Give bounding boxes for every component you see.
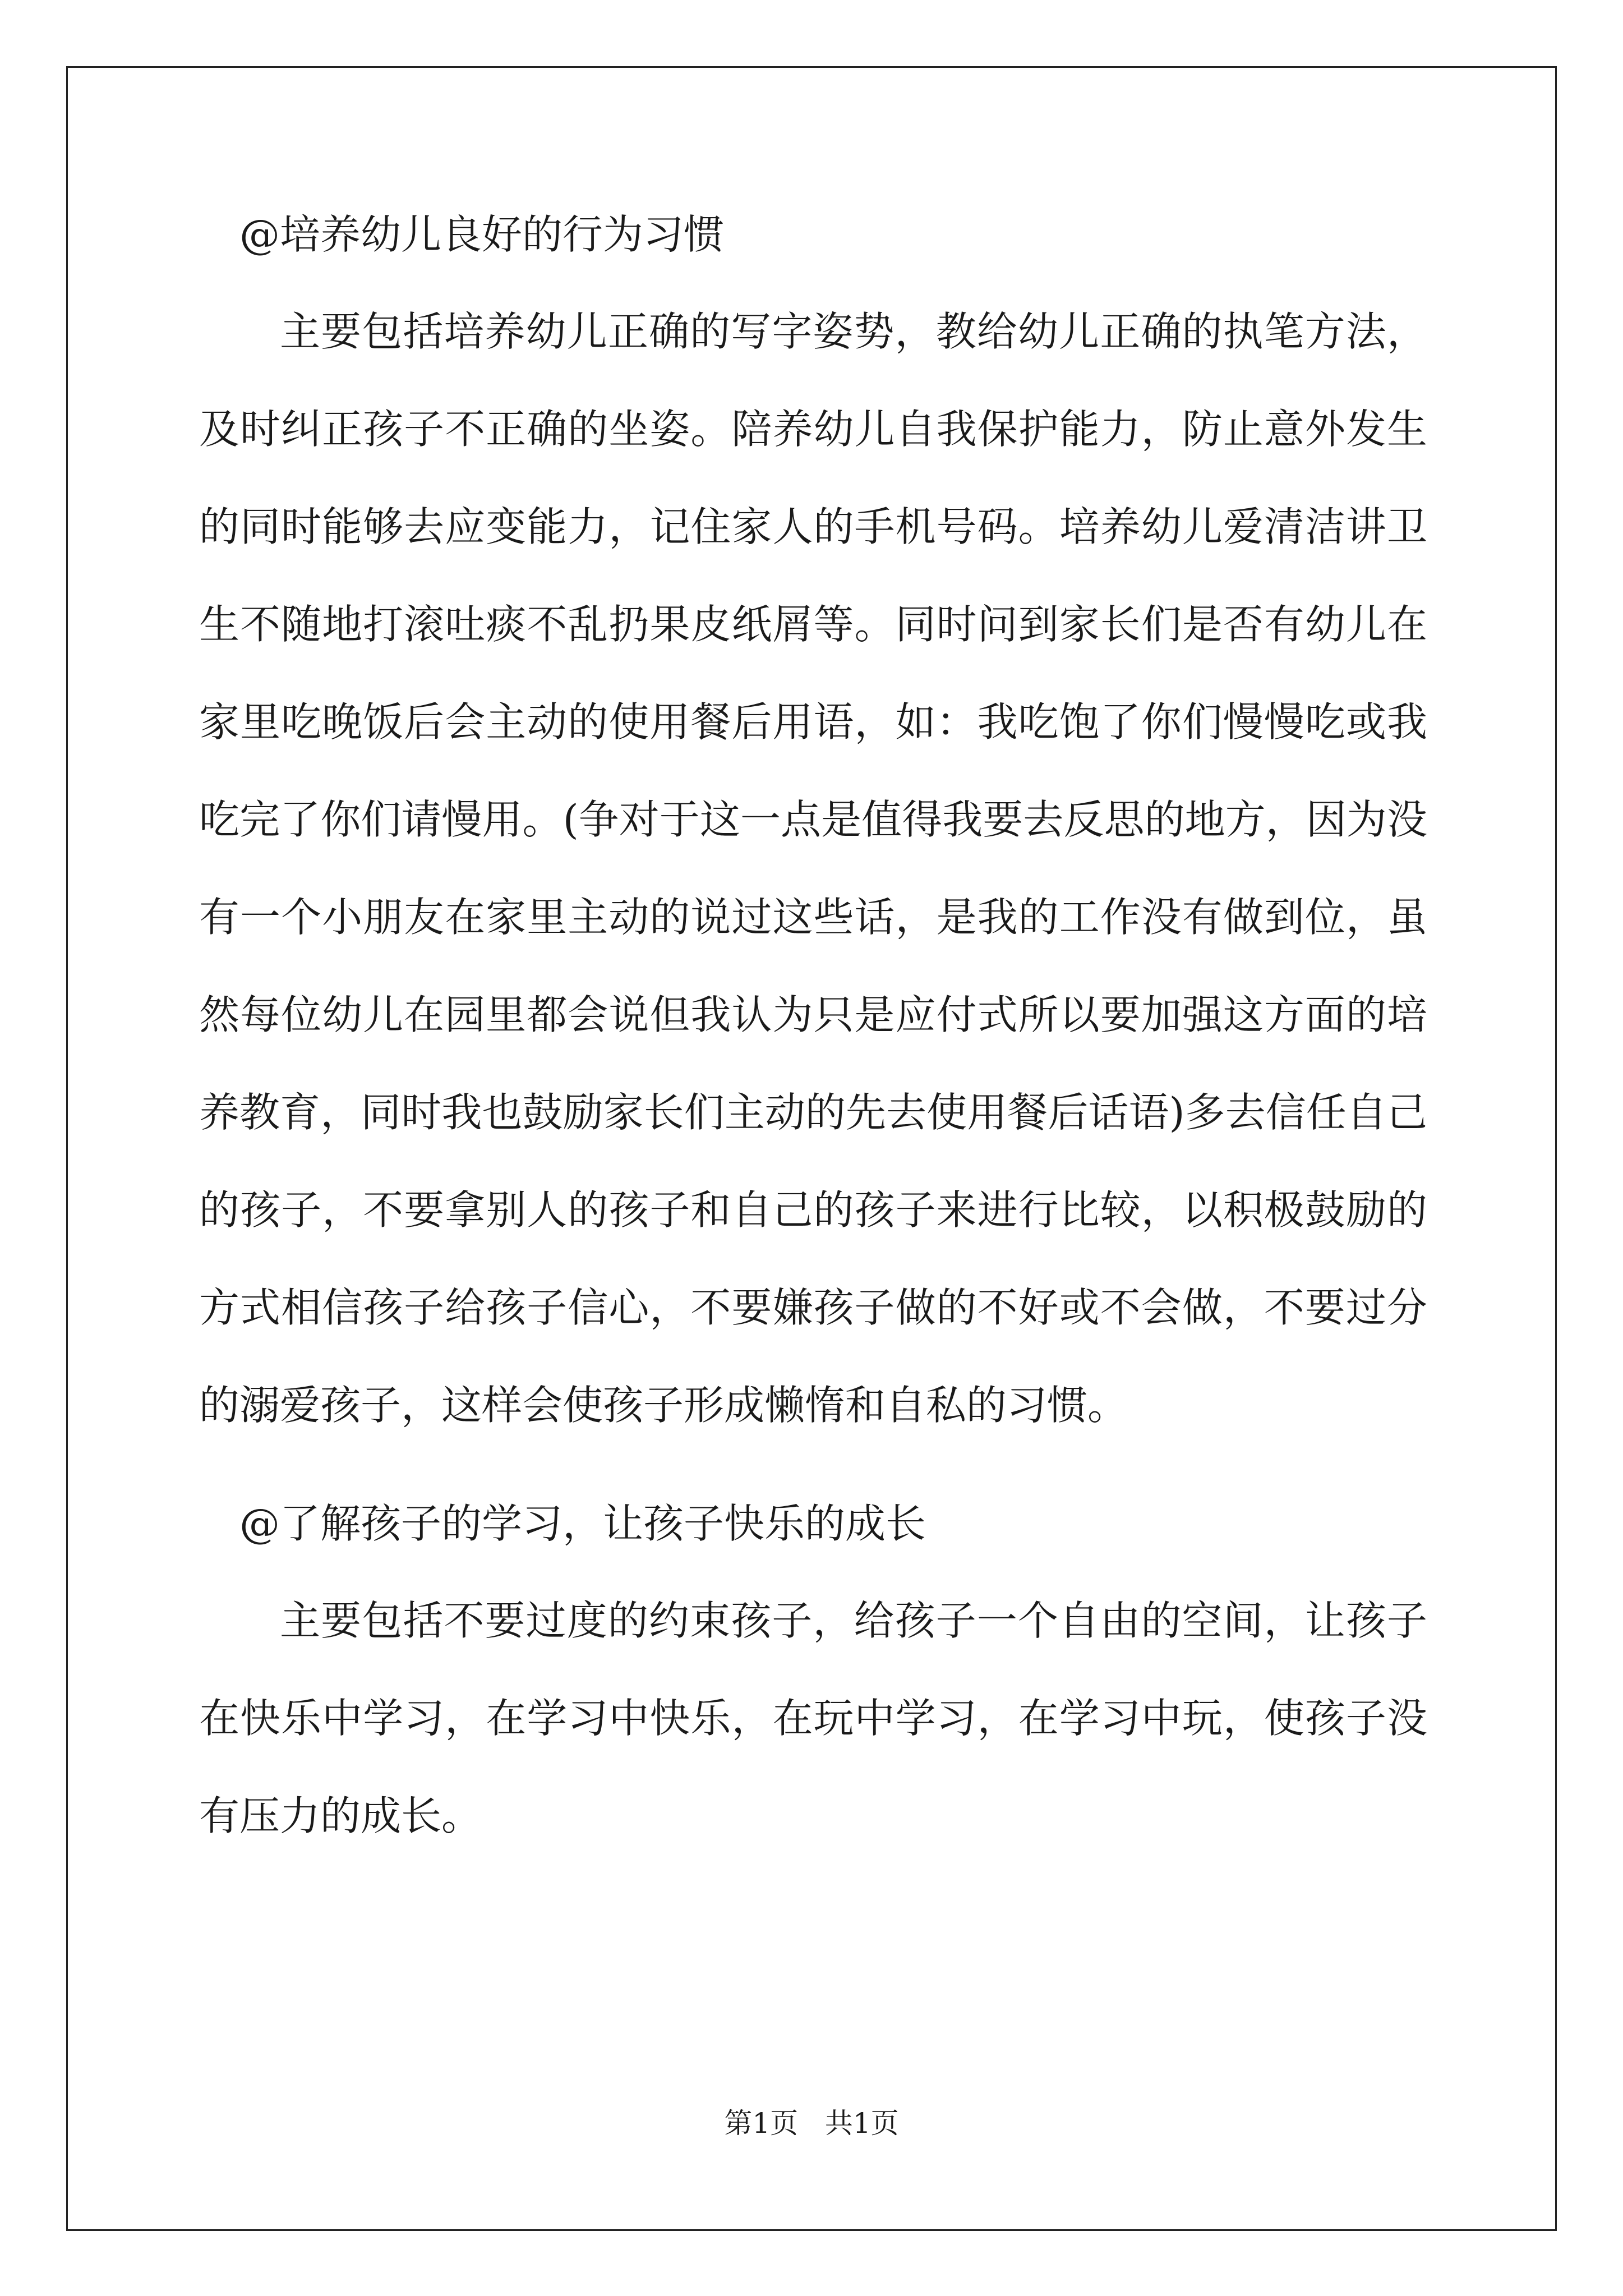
page-number-footer: 第1页 共1页 — [724, 2107, 899, 2139]
section-heading-happy-growth: @了解孩子的学习，让孩子快乐的成长 — [239, 1500, 926, 1547]
section-heading-behavior-habits: @培养幼儿良好的行为习惯 — [239, 211, 725, 258]
document-body — [199, 206, 1427, 1865]
section-body-behavior-habits: 主要包括培养幼儿正确的写字姿势，教给幼儿正确的执笔方法，及时纠正孩子不正确的坐姿。陪养幼儿自我保护能力，防止意外发生的同时能够去应变能力，记住家人的手机号码。培养幼儿爱清洁讲卫生不随地打滚吐痰不乱扔果皮纸屑等。同时问到家长们是否有幼儿在家里吃晚饭后会主动的使用餐后用语，如：我吃饱了你们慢慢吃或我吃完了你们请慢用。(争对于这一点是值得我要去反思的地方，因为没有一个小朋友在家里主动的说过这些话，是我的工作没有做到位，虽然每位幼儿在园里都会说但我认为只是应付式所以要加强这方面的培养教育，同时我也鼓励家长们主动的先去使用餐后话语)多去信任自己的孩子，不要拿别人的孩子和自己的孩子来进行比较，以积极鼓励的方式相信孩子给孩子信心，不要嫌孩子做的不好或不会做，不要过分的溺爱孩子，这样会使孩子形成懒惰和自私的习惯。 — [199, 308, 1427, 1429]
section-body-happy-growth: 主要包括不要过度的约束孩子，给孩子一个自由的空间，让孩子在快乐中学习，在学习中快乐，在玩中学习，在学习中玩，使孩子没有压力的成长。 — [199, 1597, 1427, 1839]
